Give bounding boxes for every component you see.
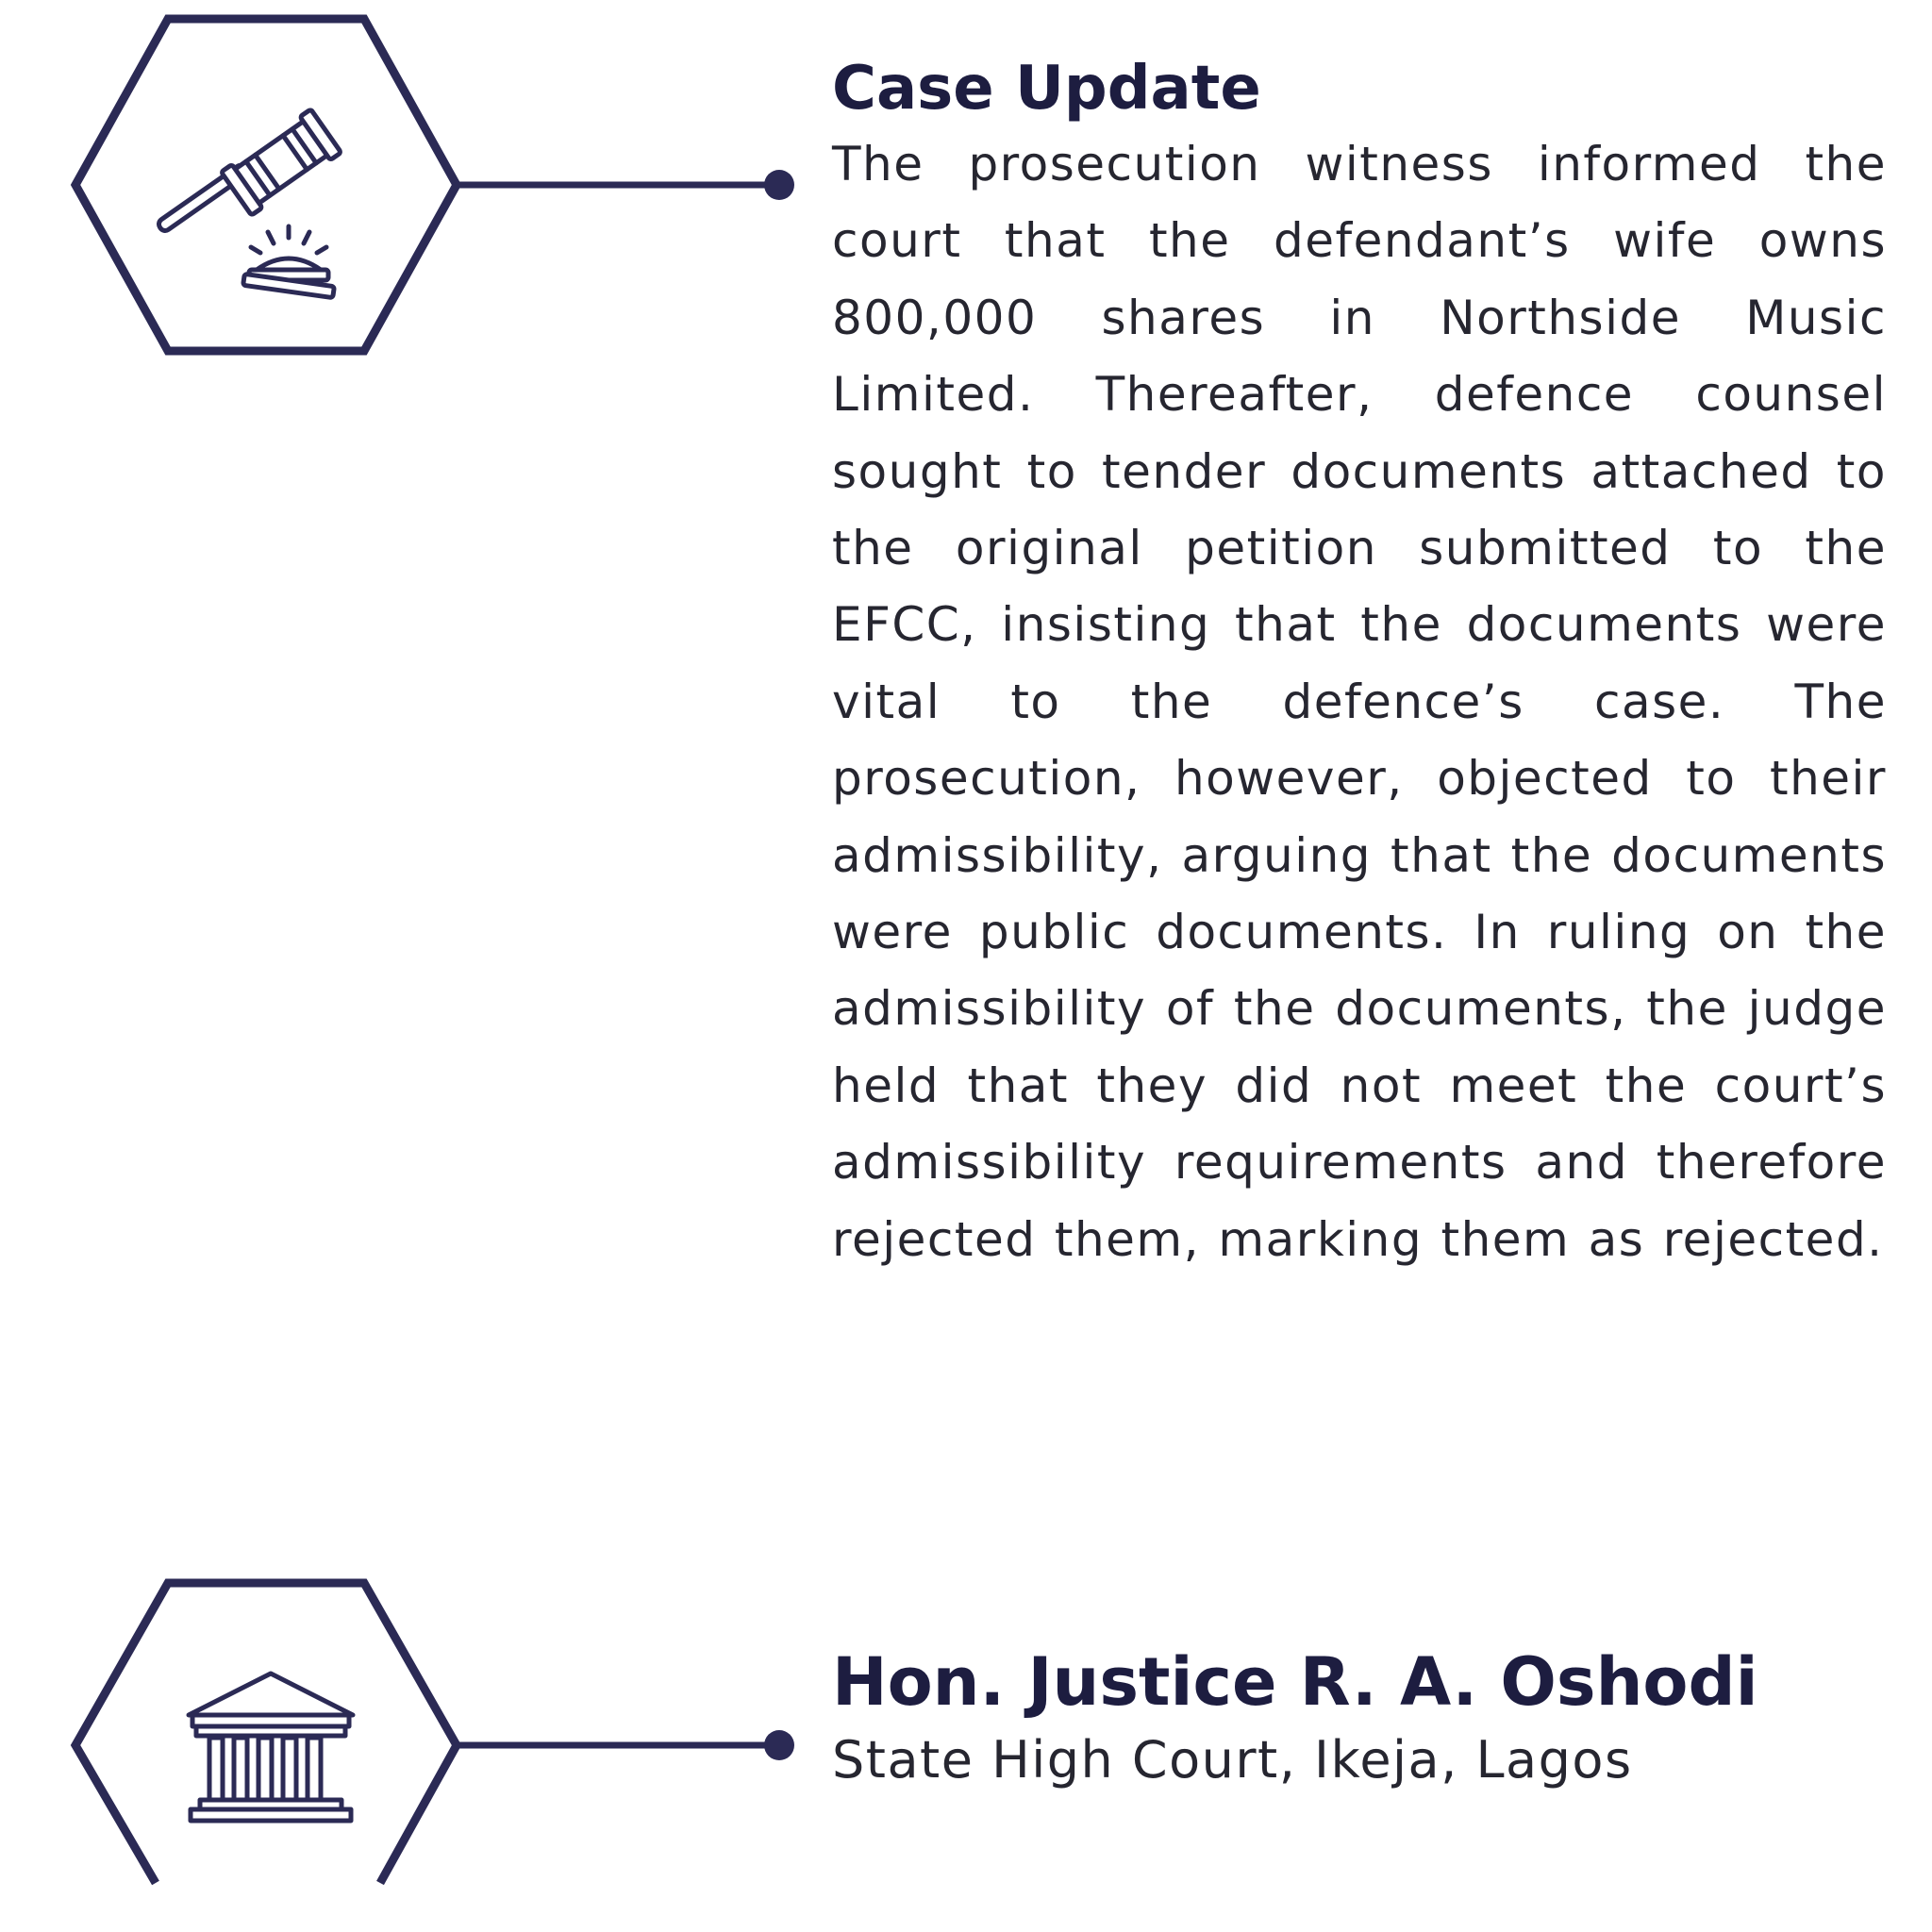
case-update-title: Case Update [832,54,1261,124]
judge-name: Hon. Justice R. A. Oshodi [832,1643,1758,1721]
gavel-icon [157,109,341,298]
judge-marker [75,1583,794,1883]
case-update-body: The prosecution witness informed the court that the defendant’s wife owns 800,000 shares in Northside Music Limited. Thereafter, defence counsel sought to tender documents attached to the original petition submitted to the EFCC, insisting that the documents were vital to the defence’s case. The prosecution, however, objected to their admissibility, arguing that the documents were public documents. In ruling on the admissibility of the documents, the judge held that they did not meet the court’s admissibility requirements and therefore rejected them, marking them as rejected. [832,137,1887,1267]
court-name: State High Court, Ikeja, Lagos [832,1730,1633,1790]
connector-dot [764,170,794,200]
connector-dot [764,1730,794,1760]
courthouse-icon [189,1674,353,1821]
case-update-marker [75,19,794,351]
